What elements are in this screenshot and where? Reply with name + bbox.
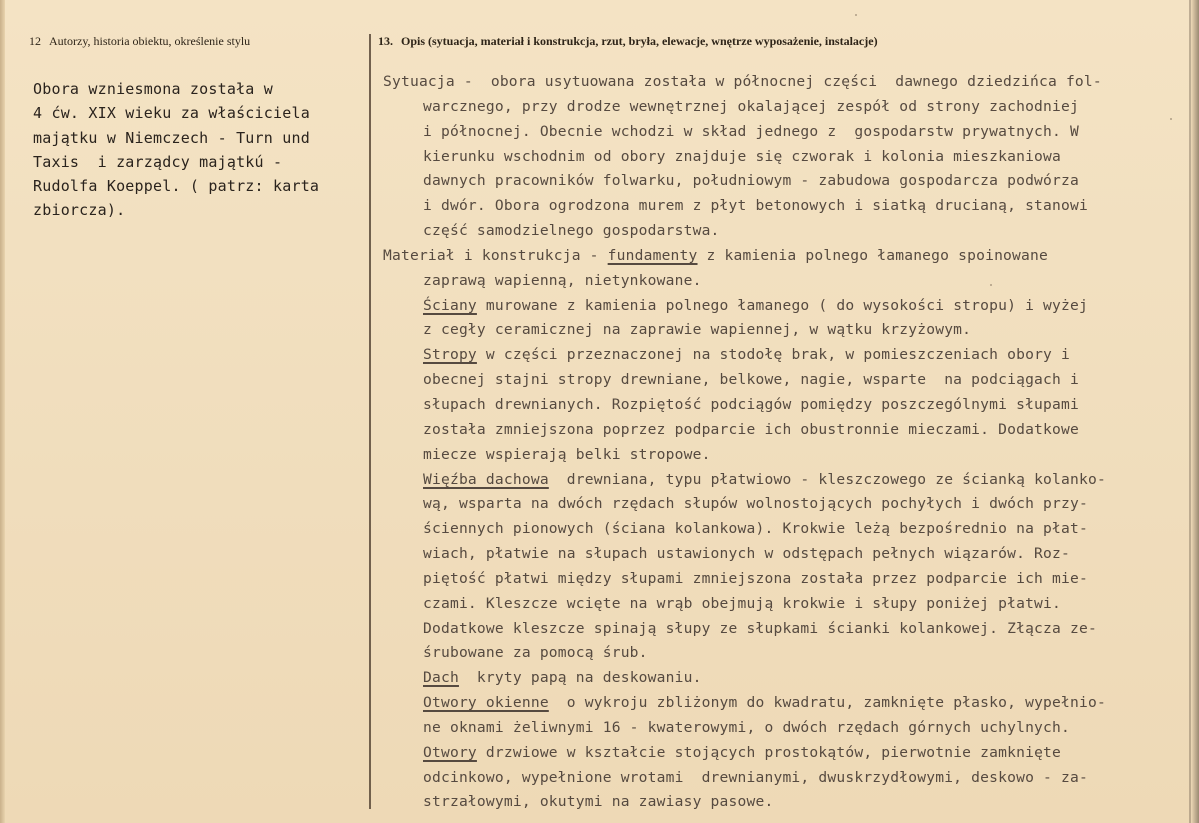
description-fragment: murowane z kamienia polnego łamanego ( do wysokości stropu) i wyżej <box>476 296 1088 314</box>
description-line: słupach drewnianych. Rozpiętość podciągów pomiędzy poszczególnymi słupami <box>423 395 1079 413</box>
description-fragment: drzwiowe w kształcie stojących prostokątów, pierwotnie zamknięte <box>476 743 1062 761</box>
description-line: Dodatkowe kleszcze spinają słupy ze słupkami ścianki kolankowej. Złącza ze- <box>423 619 1097 637</box>
description-line: warcznego, przy drodze wewnętrznej okalającej zespół od strony zachodniej <box>423 97 1079 115</box>
paper-speck <box>990 284 992 286</box>
section-12-title: Autorzy, historia obiektu, określenie stylu <box>49 34 251 48</box>
description-line: i dwór. Obora ogrodzona murem z płyt betonowych i siatką drucianą, stanowi <box>423 197 1088 215</box>
underlined-term: Więźba dachowa <box>423 470 549 488</box>
description-line: miecze wspierają belki stropowe. <box>423 445 711 463</box>
history-line: Obora wzniesmona została w <box>33 80 273 98</box>
underlined-term: fundamenty <box>607 246 698 264</box>
history-line: 4 ćw. XIX wieku za właściciela <box>33 104 310 123</box>
description-line: i północnej. Obecnie wchodzi w skład jednego z gospodarstw prywatnych. W <box>423 122 1079 140</box>
description-line: śrubowane za pomocą śrub. <box>423 644 648 662</box>
card-right-edge <box>1191 0 1199 823</box>
description-line: Sytuacja - obora usytuowana została w północnej części dawnego dziedzińca fol- <box>383 73 1102 90</box>
description-line: z cegły ceramicznej na zaprawie wapiennej, w wątku krzyżowym. <box>423 321 972 339</box>
section-12-number: 12 <box>29 34 41 48</box>
description-line: część samodzielnego gospodarstwa. <box>423 222 720 240</box>
description-line: czami. Kleszcze wcięte na wrąb obejmują krokwie i słupy poniżej płatwi. <box>423 594 1062 612</box>
paper-speck <box>855 14 857 16</box>
description-line <box>383 468 1183 493</box>
material-label: Materiał i konstrukcja - <box>383 246 608 264</box>
underlined-term: Dach <box>423 669 459 687</box>
history-text <box>33 77 353 223</box>
description-fragment: kryty papą na deskowaniu. <box>458 669 702 687</box>
description-fragment: o wykroju zbliżonym do kwadratu, zamknięte płasko, wypełnio- <box>548 694 1106 712</box>
description-line: odcinkowo, wypełnione wrotami drewnianymi, dwuskrzydłowymi, deskowo - za- <box>423 768 1088 786</box>
history-line: majątku w Niemczech - Turn und <box>33 128 310 147</box>
description-line: obecnej stajni stropy drewniane, belkowe, nagie, wsparte na podciągach i <box>423 371 1079 389</box>
paper-speck <box>1170 118 1172 120</box>
history-line: zbiorcza). <box>33 201 126 220</box>
description-line: strzałowymi, okutymi na zawiasy pasowe. <box>423 793 774 811</box>
description-line: zaprawą wapienną, nietynkowane. <box>423 271 702 289</box>
description-line: wiach, płatwie na słupach ustawionych w odstępach pełnych wiązarów. Roz- <box>423 545 1071 563</box>
description-fragment: z kamienia polnego łamanego spoinowane <box>697 246 1048 264</box>
description-fragment: w części przeznaczonej na stodołę brak, w pomieszczeniach obory i <box>476 346 1071 364</box>
description-line: ściennych pionowych (ściana kolankowa). Krokwie leżą bezpośrednio na płat- <box>423 520 1088 538</box>
description-line <box>383 666 1183 691</box>
section-12-header <box>29 34 250 49</box>
underlined-term: Stropy <box>423 346 477 364</box>
description-line <box>383 343 1183 368</box>
card-right-edge-line <box>1189 0 1191 823</box>
history-line: Taxis i zarządcy majątkú - <box>33 152 283 171</box>
section-13-header <box>378 34 878 49</box>
description-line <box>383 294 1183 319</box>
description-line <box>383 244 1183 269</box>
description-line <box>383 741 1183 766</box>
description-line: kierunku wschodnim od obory znajduje się czworak i kolonia mieszkaniowa <box>423 147 1062 165</box>
description-line: dawnych pracowników folwarku, południowym - zabudowa gospodarcza podwórza <box>423 172 1079 190</box>
description-line: wą, wsparta na dwóch rzędach słupów wolnostojących pochyłych i dwóch przy- <box>423 495 1088 513</box>
history-line: Rudolfa Koeppel. ( patrz: karta <box>33 177 320 196</box>
section-13-number: 13. <box>378 34 393 48</box>
description-text <box>383 70 1183 815</box>
underlined-term: Ściany <box>423 296 477 314</box>
description-line: ne oknami żeliwnymi 16 - kwaterowymi, o dwóch rzędach górnych uchylnych. <box>423 718 1071 736</box>
description-fragment: drewniana, typu płatwiowo - kleszczowego ze ścianką kolanko- <box>548 470 1106 488</box>
underlined-term: Otwory okienne <box>423 694 549 712</box>
description-line <box>383 691 1183 716</box>
description-line: została zmniejszona poprzez podparcie ich obustronnie mieczami. Dodatkowe <box>423 420 1079 438</box>
section-13-title: Opis (sytuacja, materiał i konstrukcja, rzut, bryła, elewacje, wnętrze wyposażenie, instalacje) <box>401 34 878 48</box>
card-left-edge <box>0 0 5 823</box>
underlined-term: Otwory <box>423 743 477 761</box>
column-divider <box>369 34 371 809</box>
description-line: piętość płatwi między słupami zmniejszona została przez podparcie ich mie- <box>423 569 1088 587</box>
